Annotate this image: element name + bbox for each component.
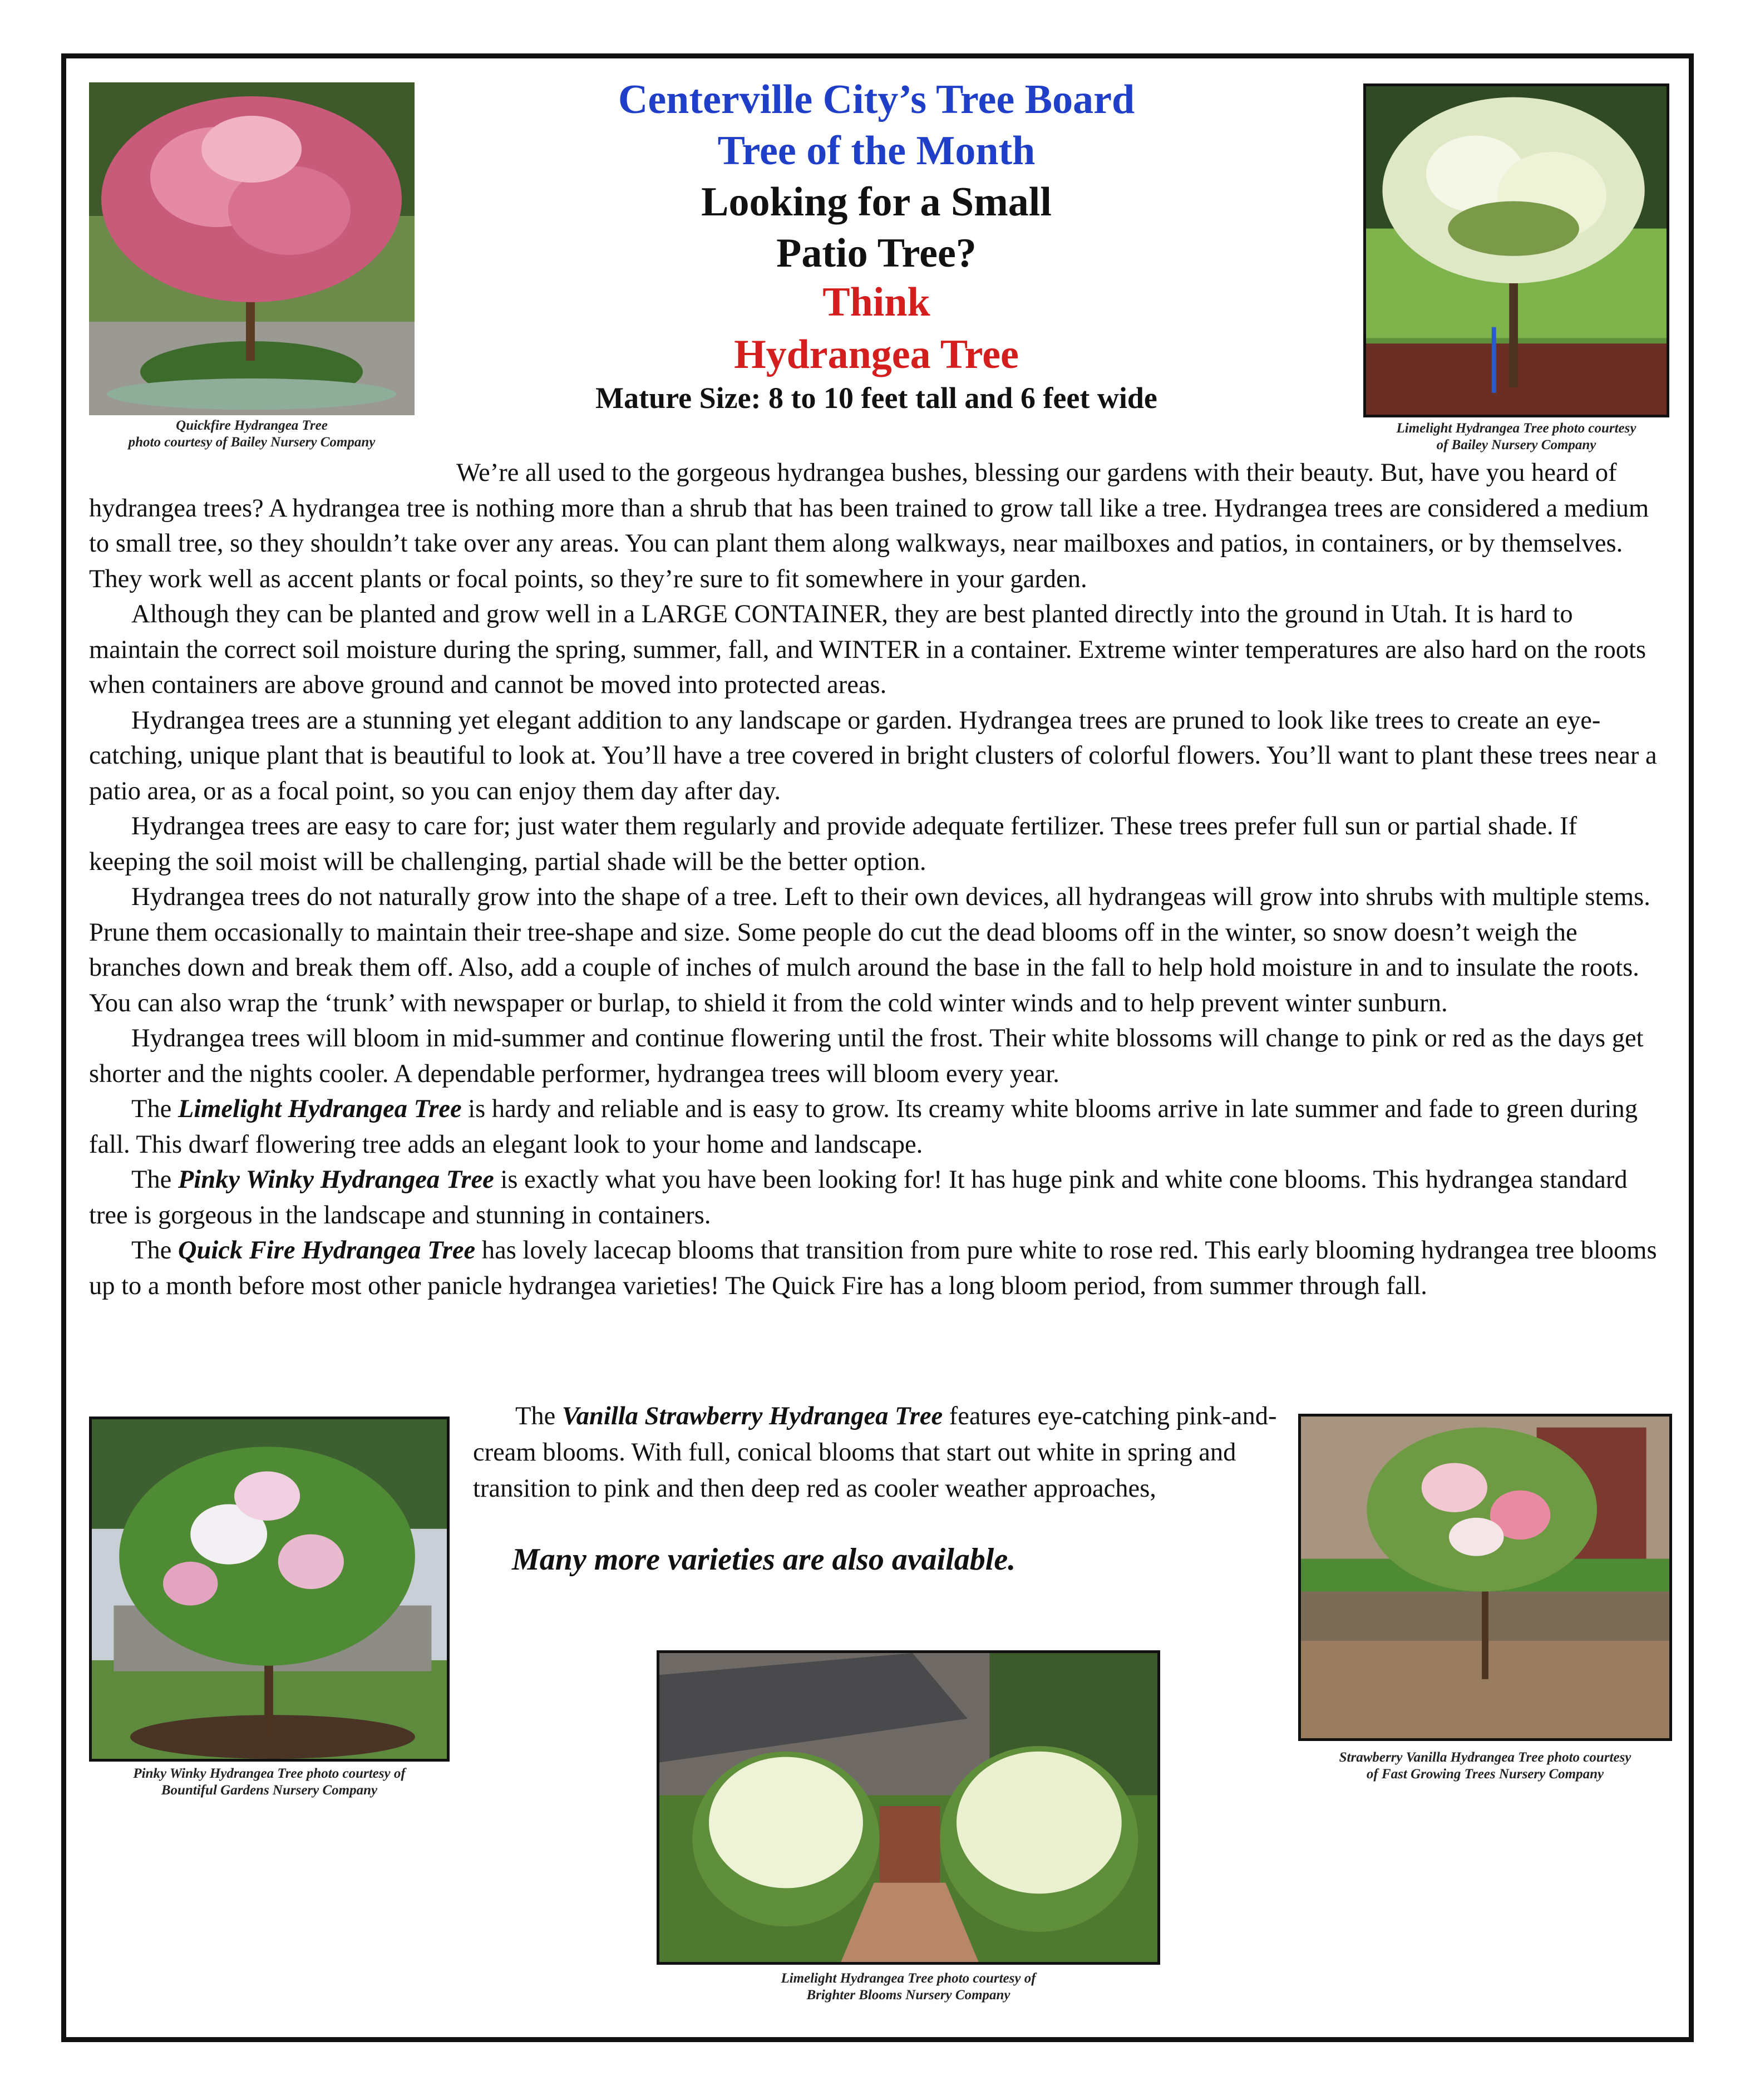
subtitle-line-2: Patio Tree? bbox=[776, 230, 977, 276]
strawberry-vanilla-caption bbox=[1285, 1749, 1685, 1783]
limelight-photo-bottom bbox=[657, 1650, 1160, 1965]
limelight-top-caption bbox=[1352, 420, 1680, 454]
caption-line: Brighter Blooms Nursery Company bbox=[806, 1988, 1010, 2003]
caption-line: Bountiful Gardens Nursery Company bbox=[161, 1783, 378, 1798]
paragraph bbox=[89, 1091, 1658, 1162]
pinky-winky-caption bbox=[83, 1765, 455, 1799]
pinky-winky-photo bbox=[89, 1417, 450, 1762]
hydrangea-tree-heading: Hydrangea Tree bbox=[734, 332, 1019, 377]
vanilla-strawberry-paragraph bbox=[473, 1398, 1285, 1507]
paragraph: Hydrangea trees will bloom in mid-summer and continue flowering until the frost. Their white blossoms will change to pink or red as the days get shorter and the nights cooler. A dependable performer, hydrangea trees will bloom every year. bbox=[89, 1024, 1644, 1088]
variety-name: Limelight Hydrangea Tree bbox=[178, 1095, 462, 1123]
caption-line: of Fast Growing Trees Nursery Company bbox=[1366, 1767, 1604, 1782]
caption-line: of Bailey Nursery Company bbox=[1436, 437, 1596, 453]
think-heading: Think bbox=[822, 279, 930, 325]
text: The bbox=[131, 1165, 178, 1194]
paragraph: Hydrangea trees are easy to care for; just water them regularly and provide adequate fertilizer. These trees prefer full sun or partial shade. If keeping the soil moist will be challenging, partial shade will be the better option. bbox=[89, 812, 1577, 876]
caption-line: Limelight Hydrangea Tree photo courtesy of bbox=[781, 1971, 1036, 1986]
caption-line: Quickfire Hydrangea Tree bbox=[176, 418, 328, 433]
caption-line: Strawberry Vanilla Hydrangea Tree photo courtesy bbox=[1339, 1750, 1631, 1765]
caption-line: photo courtesy of Bailey Nursery Company bbox=[128, 435, 376, 450]
paragraph: Hydrangea trees are a stunning yet elegant addition to any landscape or garden. Hydrangea trees are pruned to look like trees to create an eye-catching, unique plant that is beautiful to look at. You’ll have a tree covered in bright clusters of colorful flowers. You’ll want to plant these trees near a patio area, or as a focal point, so you can enjoy them day after day. bbox=[89, 706, 1657, 805]
text: has lovely lacecap blooms that transition from pure white to rose red. This early blooming hydrangea tree blooms up to a month before most other panicle hydrangea varieties! The Quick Fire has a long bloom period, from summer through fall. bbox=[89, 1236, 1657, 1300]
text: features eye-catching pink-and-cream blooms. With full, conical blooms that start out white in spring and transition to pink and then deep red as cooler weather approaches, bbox=[473, 1402, 1277, 1503]
text: The bbox=[131, 1236, 178, 1265]
caption-line: Limelight Hydrangea Tree photo courtesy bbox=[1396, 421, 1636, 436]
paragraph bbox=[473, 1398, 1285, 1507]
text: The bbox=[515, 1402, 562, 1430]
tree-board-heading: Centerville City’s Tree Board bbox=[618, 77, 1135, 122]
paragraph: Although they can be planted and grow well in a LARGE CONTAINER, they are best planted directly into the ground in Utah. It is hard to maintain the correct soil moisture during the spring, summer, fall, and WINTER in a container. Extreme winter temperatures are also hard on the roots when containers are above ground and cannot be moved into protected areas. bbox=[89, 600, 1646, 699]
tree-of-month-heading: Tree of the Month bbox=[717, 128, 1036, 174]
paragraph bbox=[89, 1233, 1658, 1304]
article-body bbox=[89, 455, 1658, 1304]
strawberry-vanilla-photo bbox=[1298, 1414, 1672, 1741]
limelight-bottom-caption bbox=[645, 1970, 1171, 2004]
paragraph: Hydrangea trees do not naturally grow into the shape of a tree. Left to their own devices, all hydrangeas will grow into shrubs with multiple stems. Prune them occasionally to maintain their tree-shape and size. Some people do cut the dead blooms off in the winter, so snow doesn’t weigh the branches down and break them off. Also, add a couple of inches of mulch around the base in the fall to help hold moisture in and to insulate the roots. You can also wrap the ‘trunk’ with newspaper or burlap, to shield it from the cold winter winds and to help prevent winter sunburn. bbox=[89, 883, 1650, 1017]
mature-size: Mature Size: 8 to 10 feet tall and 6 feet wide bbox=[595, 381, 1157, 415]
text: The bbox=[131, 1095, 178, 1123]
variety-name: Vanilla Strawberry Hydrangea Tree bbox=[561, 1402, 943, 1430]
paragraph bbox=[89, 1162, 1658, 1233]
subtitle-line-1: Looking for a Small bbox=[701, 179, 1052, 225]
paragraph: We’re all used to the gorgeous hydrangea bushes, blessing our gardens with their beauty. But, have you heard of hydrangea trees? A hydrangea tree is nothing more than a shrub that has been trained to grow tall like a tree. Hydrangea trees are considered a medium to small tree, so they shouldn’t take over any areas. You can plant them along walkways, near mailboxes and patios, in containers, or by themselves. They work well as accent plants or focal points, so they’re sure to fit somewhere in your garden. bbox=[89, 459, 1649, 593]
quickfire-photo bbox=[89, 82, 415, 415]
variety-name: Pinky Winky Hydrangea Tree bbox=[178, 1165, 494, 1194]
quickfire-caption bbox=[83, 417, 420, 451]
text: is hardy and reliable and is easy to grow. Its creamy white blooms arrive in late summer and fade to green during fall. This dwarf flowering tree adds an elegant look to your home and landscape. bbox=[89, 1095, 1638, 1159]
variety-name: Quick Fire Hydrangea Tree bbox=[178, 1236, 476, 1265]
caption-line: Pinky Winky Hydrangea Tree photo courtesy of bbox=[133, 1766, 406, 1781]
text: is exactly what you have been looking for! It has huge pink and white cone blooms. This hydrangea standard tree is gorgeous in the landscape and stunning in containers. bbox=[89, 1165, 1628, 1229]
limelight-photo-top bbox=[1363, 83, 1669, 417]
closing-line: Many more varieties are also available. bbox=[512, 1542, 1016, 1577]
